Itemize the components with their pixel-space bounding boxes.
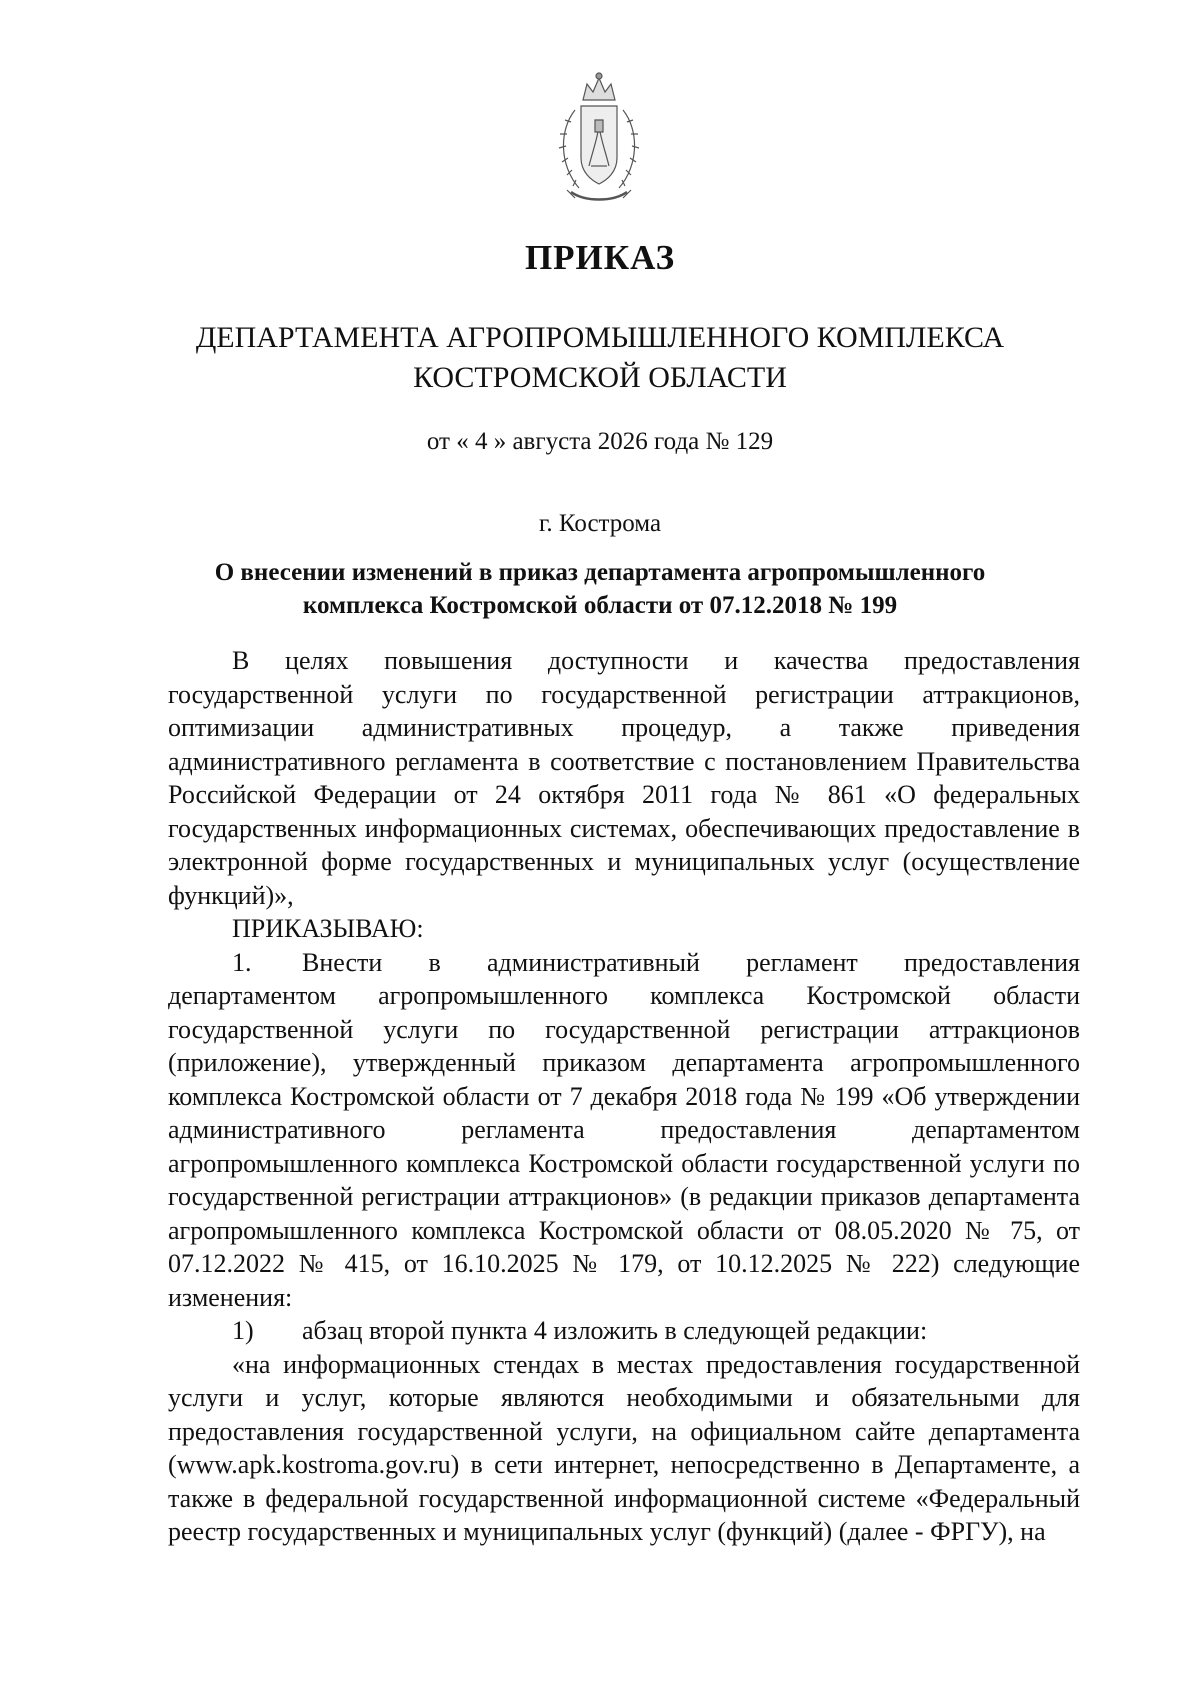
order-word: ПРИКАЗЫВАЮ: [232, 914, 424, 943]
department-line-2: КОСТРОМСКОЙ ОБЛАСТИ [413, 361, 787, 394]
city-name: г. Кострома [538, 510, 662, 537]
item-1-paragraph [168, 946, 1080, 1315]
coat-of-arms-emblem [545, 70, 653, 210]
quote-paragraph: «на информационных стендах в местах предоставления государственной услуги и услуг, которые являются необходимыми и обязательными для предоставления государственной услуги, на официальном сайте департамента (www.apk.kostroma.gov.ru) в сети интернет, непосредственно в Департаменте, а также в федеральной государственной информационной системе «Федеральный реестр государственных и муниципальных услуг (функций) (далее - ФРГУ), на [168, 1349, 1080, 1546]
subitem-1-paragraph [168, 1314, 1080, 1348]
document-title: ПРИКАЗ [524, 238, 676, 277]
subitem-1-number: 1) [232, 1316, 254, 1345]
subitem-1-text: абзац второй пункта 4 изложить в следующей редакции: [302, 1316, 928, 1345]
subject-line-2: комплекса Костромской области от 07.12.2018 № 199 [302, 592, 898, 619]
item-1-number: 1. [232, 947, 252, 977]
order-date: от « 4 » августа 2026 года № 129 [426, 428, 774, 455]
department-name [0, 318, 1200, 398]
document-body [168, 644, 1080, 1549]
item-1-text: Внести в административный регламент предоставления департаментом агропромышленного комплекса Костромской области государственной услуги по государственной регистрации аттракционов (приложение), утвержденный приказом департамента агропромышленного комплекса Костромской области от 7 декабря 2018 года № 199 «Об утверждении административного регламента предоставления департаментом агропромышленного комплекса Костромской области государственной услуги по государственной регистрации аттракционов» (в редакции приказов департамента агропромышленного комплекса Костромской области от 08.05.2020 № 75, от 07.12.2022 № 415, от 16.10.2025 № 179, от 10.12.2025 № 222) следующие изменения: [168, 947, 1080, 1312]
preamble-paragraph: В целях повышения доступности и качества предоставления государственной услуги по государственной регистрации аттракционов, оптимизации административных процедур, а также приведения административного регламента в соответствие с постановлением Правительства Российской Федерации от 24 октября 2011 года № 861 «О федеральных государственных информационных системах, обеспечивающих предоставление в электронной форме государственных и муниципальных услуг (осуществление функций)», [168, 646, 1080, 910]
subject-line-1: О внесении изменений в приказ департамента агропромышленного [214, 559, 986, 586]
department-line-1: ДЕПАРТАМЕНТА АГРОПРОМЫШЛЕННОГО КОМПЛЕКСА [195, 321, 1005, 354]
order-subject [0, 556, 1200, 622]
